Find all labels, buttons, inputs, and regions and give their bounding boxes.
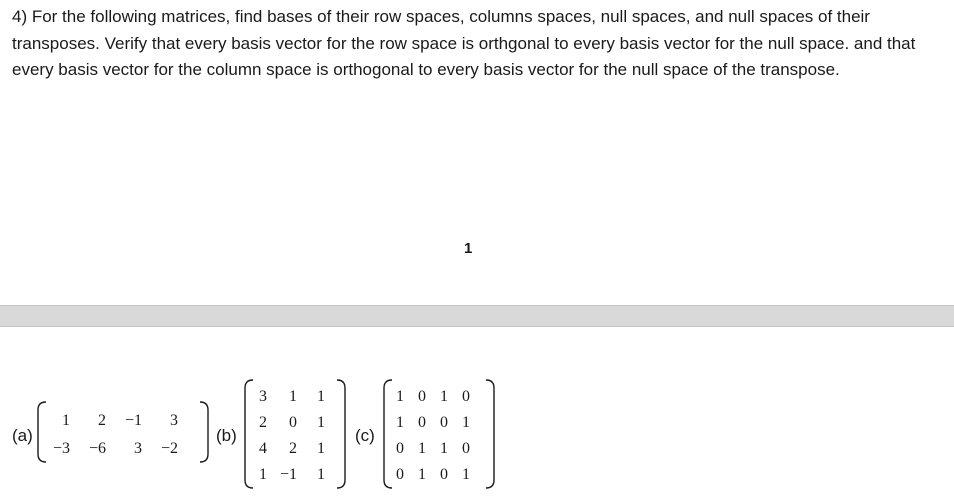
matrix-entry: 3: [170, 412, 178, 429]
matrix-entry: 1: [317, 388, 325, 405]
left-parenthesis: [384, 380, 392, 488]
right-parenthesis: [200, 402, 208, 462]
matrix-entry: 1: [396, 388, 404, 405]
right-parenthesis: [486, 380, 494, 488]
matrix-entry: 3: [134, 440, 142, 457]
matrix-entry: 2: [259, 414, 267, 431]
left-parenthesis: [245, 380, 253, 488]
matrix-entry: 4: [259, 440, 267, 457]
matrix-entry: 1: [396, 414, 404, 431]
matrix-entry: −1: [124, 412, 142, 429]
matrix-entry: 0: [440, 414, 448, 431]
right-parenthesis: [337, 380, 345, 488]
matrix-entry: 1: [462, 466, 470, 483]
matrix-entry: −3: [52, 440, 70, 457]
matrix-entry: 1: [440, 388, 448, 405]
matrix-entry: 0: [289, 414, 297, 431]
matrix-entry: 3: [259, 388, 267, 405]
matrix-entry: −1: [279, 466, 297, 483]
matrix-entry: 1: [440, 440, 448, 457]
matrix-entry: 1: [418, 440, 426, 457]
matrix-entry: 1: [62, 412, 70, 429]
page-separator: [0, 305, 954, 327]
part-b-label: (b): [216, 426, 237, 445]
matrix-entry: 0: [462, 388, 470, 405]
matrix-entry: 1: [317, 440, 325, 457]
matrix-entry: 1: [418, 466, 426, 483]
matrix-entry: 1: [259, 466, 267, 483]
matrix-entry: 1: [462, 414, 470, 431]
part-c-label: (c): [355, 426, 375, 445]
matrix-entry: 0: [440, 466, 448, 483]
matrix-entry: 2: [289, 440, 297, 457]
matrix-entry: −6: [88, 440, 106, 457]
matrix-entry: 2: [98, 412, 106, 429]
matrix-a: [38, 400, 208, 464]
matrix-entry: 0: [396, 466, 404, 483]
matrix-entry: 1: [317, 414, 325, 431]
matrix-entry: 0: [462, 440, 470, 457]
problem-statement: 4) For the following matrices, find bases of their row spaces, columns spaces, null spaces, and null spaces of their transposes. Verify that every basis vector for the row space is orthgonal to every basis vector for the null space. and that every basis vector for the column space is orthogonal to every basis vector for the null space of the transpose.: [12, 7, 916, 79]
matrix-c: [384, 378, 494, 490]
matrix-entry: 0: [396, 440, 404, 457]
matrix-entry: 0: [418, 388, 426, 405]
left-parenthesis: [38, 402, 46, 462]
matrix-entry: 1: [317, 466, 325, 483]
part-a-label: (a): [12, 426, 33, 445]
page-number: 1: [464, 240, 473, 257]
matrix-entry: 1: [289, 388, 297, 405]
matrix-entry: 0: [418, 414, 426, 431]
matrix-entry: −2: [160, 440, 178, 457]
matrix-b: [245, 378, 345, 490]
